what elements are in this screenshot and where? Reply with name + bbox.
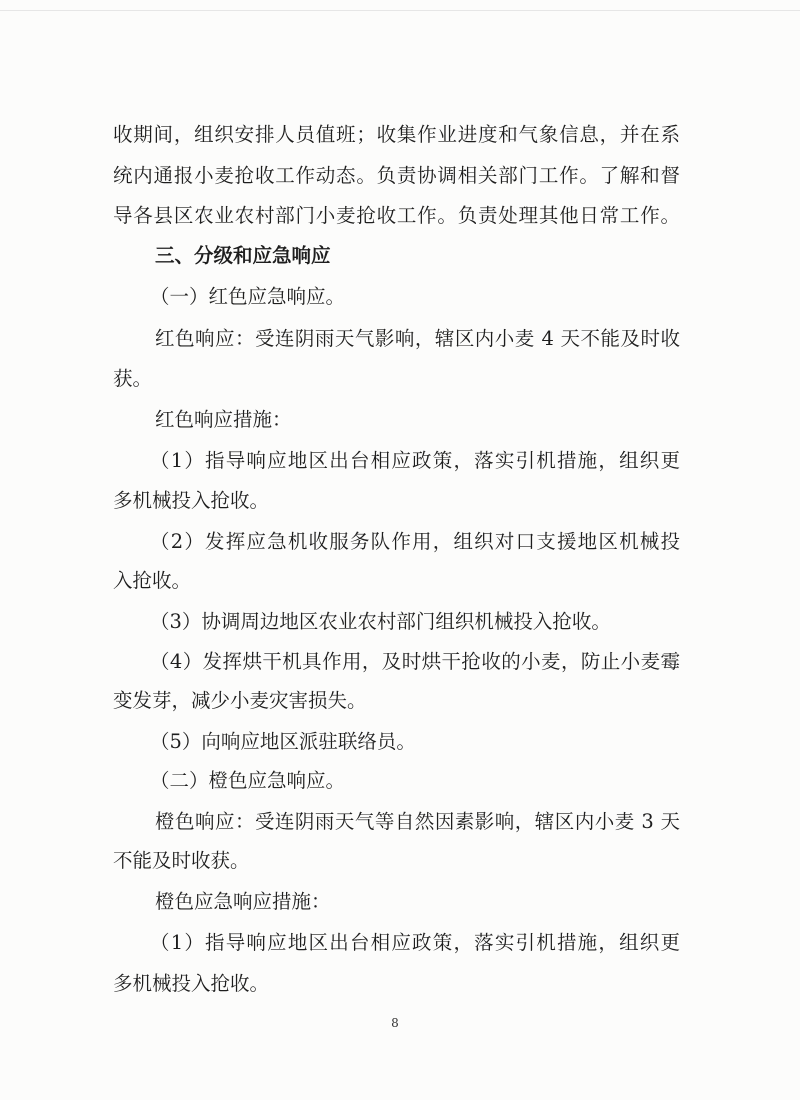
red-measure-line: 多机械投入抢收。 [113, 489, 270, 512]
page-number: 8 [391, 1016, 399, 1030]
orange-measure-line: 多机械投入抢收。 [113, 972, 270, 995]
red-measure-line: 变发芽，减少小麦灾害损失。 [113, 689, 367, 712]
red-measure-line: （5）向响应地区派驻联络员。 [150, 730, 416, 753]
intro-line: 统内通报小麦抢收工作动态。负责协调相关部门工作。了解和督 [113, 164, 680, 187]
red-response-heading: （一）红色应急响应。 [150, 285, 346, 308]
red-measure-line: （3）协调周边地区农业农村部门组织机械投入抢收。 [150, 610, 611, 633]
red-measure-line: （4）发挥烘干机具作用，及时烘干抢收的小麦，防止小麦霉 [150, 650, 680, 673]
red-response-trigger-line: 获。 [113, 367, 153, 390]
red-measure-line: （1）指导响应地区出台相应政策，落实引机措施，组织更 [150, 449, 680, 472]
red-response-trigger-line: 红色响应：受连阴雨天气影响，辖区内小麦 4 天不能及时收 [155, 327, 680, 350]
red-measure-line: 入抢收。 [113, 569, 192, 592]
red-measure-line: （2）发挥应急机收服务队作用，组织对口支援地区机械投 [150, 530, 680, 553]
intro-line: 收期间，组织安排人员值班；收集作业进度和气象信息，并在系 [113, 123, 680, 146]
orange-measures-label: 橙色应急响应措施： [155, 890, 331, 913]
red-measures-label: 红色响应措施： [155, 408, 292, 431]
scan-edge [0, 10, 800, 11]
orange-measure-line: （1）指导响应地区出台相应政策，落实引机措施，组织更 [150, 931, 680, 954]
section-heading: 三、分级和应急响应 [155, 244, 331, 267]
intro-line: 导各县区农业农村部门小麦抢收工作。负责处理其他日常工作。 [113, 204, 680, 227]
orange-response-trigger-line: 橙色响应：受连阴雨天气等自然因素影响，辖区内小麦 3 天 [155, 810, 680, 833]
orange-response-heading: （二）橙色应急响应。 [150, 769, 346, 792]
orange-response-trigger-line: 不能及时收获。 [113, 849, 250, 872]
